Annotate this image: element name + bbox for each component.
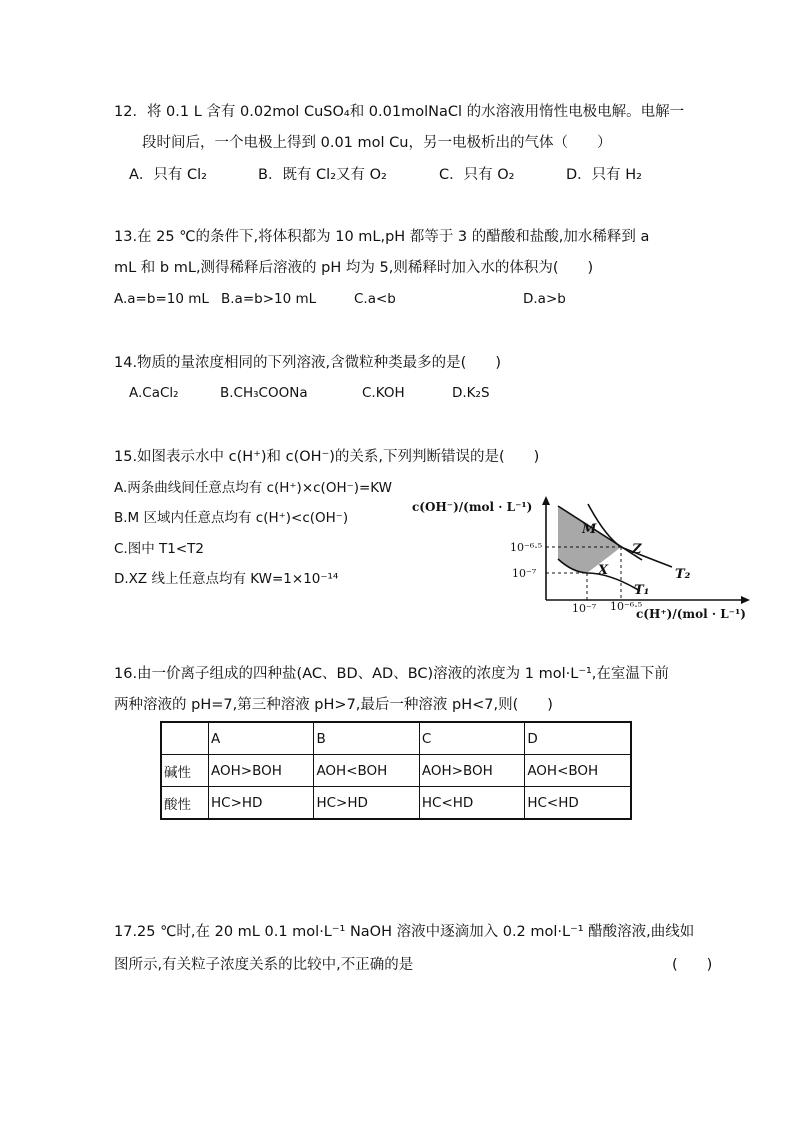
y-axis-label: c(OH⁻)/(mol · L⁻¹): [412, 500, 533, 514]
q13-option-a: A.a=b=10 mL: [114, 291, 209, 307]
table-row-label: 碱性: [161, 755, 209, 787]
q12-stem-line1: 12．将 0.1 L 含有 0.02mol CuSO₄和 0.01molNaCl 的水溶液用惰性电极电解。电解一: [114, 104, 685, 120]
point-label-x: X: [598, 563, 609, 578]
point-label-z: Z: [632, 542, 642, 557]
table-cell: AOH>BOH: [209, 755, 314, 787]
table-cell: HC<HD: [525, 787, 631, 820]
q12-option-c: C．只有 O₂: [439, 167, 515, 183]
q15-stem: 15.如图表示水中 c(H⁺)和 c(OH⁻)的关系,下列判断错误的是( ): [114, 449, 540, 465]
q14-option-b: B.CH₃COONa: [220, 385, 308, 401]
q13-option-c: C.a<b: [354, 291, 396, 307]
table-row: [161, 755, 631, 787]
table-cell: AOH>BOH: [419, 755, 524, 787]
table-cell: HC<HD: [419, 787, 524, 820]
curve-label-t1: T₁: [634, 583, 650, 598]
q14-stem: 14.物质的量浓度相同的下列溶液,含微粒种类最多的是( ): [114, 355, 501, 371]
curve-label-t2: T₂: [675, 567, 691, 582]
table-cell: AOH<BOH: [525, 755, 631, 787]
q15-option-b: B.M 区域内任意点均有 c(H⁺)<c(OH⁻): [114, 510, 349, 526]
table-header-cell: D: [525, 722, 631, 755]
table-row-label: 酸性: [161, 787, 209, 820]
q14-option-c: C.KOH: [362, 385, 405, 401]
q15-option-a: A.两条曲线间任意点均有 c(H⁺)×c(OH⁻)=KW: [114, 480, 393, 496]
q16-stem-line2: 两种溶液的 pH=7,第三种溶液 pH>7,最后一种溶液 pH<7,则( ): [114, 697, 553, 713]
q17-answer-bracket: ( ): [672, 957, 713, 973]
q17-stem-line2: 图所示,有关粒子浓度关系的比较中,不正确的是: [114, 957, 414, 973]
water-ion-product-figure: [410, 496, 760, 626]
q15-option-c: C.图中 T1<T2: [114, 541, 204, 557]
y-tick-7: 10⁻⁷: [512, 567, 537, 580]
q13-option-d: D.a>b: [523, 291, 566, 307]
table-row: [161, 787, 631, 820]
q12-option-d: D．只有 H₂: [566, 167, 642, 183]
q16-options-table: [160, 721, 632, 820]
table-cell: HC>HD: [209, 787, 314, 820]
y-axis-arrow-icon: [542, 496, 550, 505]
x-tick-65: 10⁻⁶·⁵: [610, 600, 643, 613]
y-tick-65: 10⁻⁶·⁵: [510, 541, 543, 554]
table-cell: AOH<BOH: [314, 755, 419, 787]
q13-stem-line1: 13.在 25 ℃的条件下,将体积都为 10 mL,pH 都等于 3 的醋酸和盐酸,加水稀释到 a: [114, 229, 650, 245]
x-tick-7: 10⁻⁷: [572, 602, 597, 615]
table-header-cell: C: [419, 722, 524, 755]
q15-option-d: D.XZ 线上任意点均有 KW=1×10⁻¹⁴: [114, 571, 339, 587]
q12-stem-line2: 段时间后，一个电极上得到 0.01 mol Cu，另一电极析出的气体（ ）: [142, 135, 612, 151]
x-axis-label: c(H⁺)/(mol · L⁻¹): [636, 607, 746, 621]
table-header-cell: A: [209, 722, 314, 755]
q16-stem-line1: 16.由一价离子组成的四种盐(AC、BD、AD、BC)溶液的浓度为 1 mol·L⁻¹,在室温下前: [114, 666, 669, 682]
table-header-row: [161, 722, 631, 755]
q12-option-b: B．既有 Cl₂又有 O₂: [258, 167, 387, 183]
table-header-cell: [161, 722, 209, 755]
q14-option-d: D.K₂S: [452, 385, 490, 401]
table-cell: HC>HD: [314, 787, 419, 820]
q12-option-a: A．只有 Cl₂: [129, 167, 207, 183]
q14-option-a: A.CaCl₂: [129, 385, 179, 401]
q13-stem-line2: mL 和 b mL,测得稀释后溶液的 pH 均为 5,则稀释时加入水的体积为( ): [114, 260, 594, 276]
point-label-m: M: [582, 522, 597, 537]
table-header-cell: B: [314, 722, 419, 755]
q13-option-b: B.a=b>10 mL: [221, 291, 317, 307]
q17-stem-line1: 17.25 ℃时,在 20 mL 0.1 mol·L⁻¹ NaOH 溶液中逐滴加入 0.2 mol·L⁻¹ 醋酸溶液,曲线如: [114, 924, 695, 940]
x-axis-arrow-icon: [741, 596, 750, 604]
